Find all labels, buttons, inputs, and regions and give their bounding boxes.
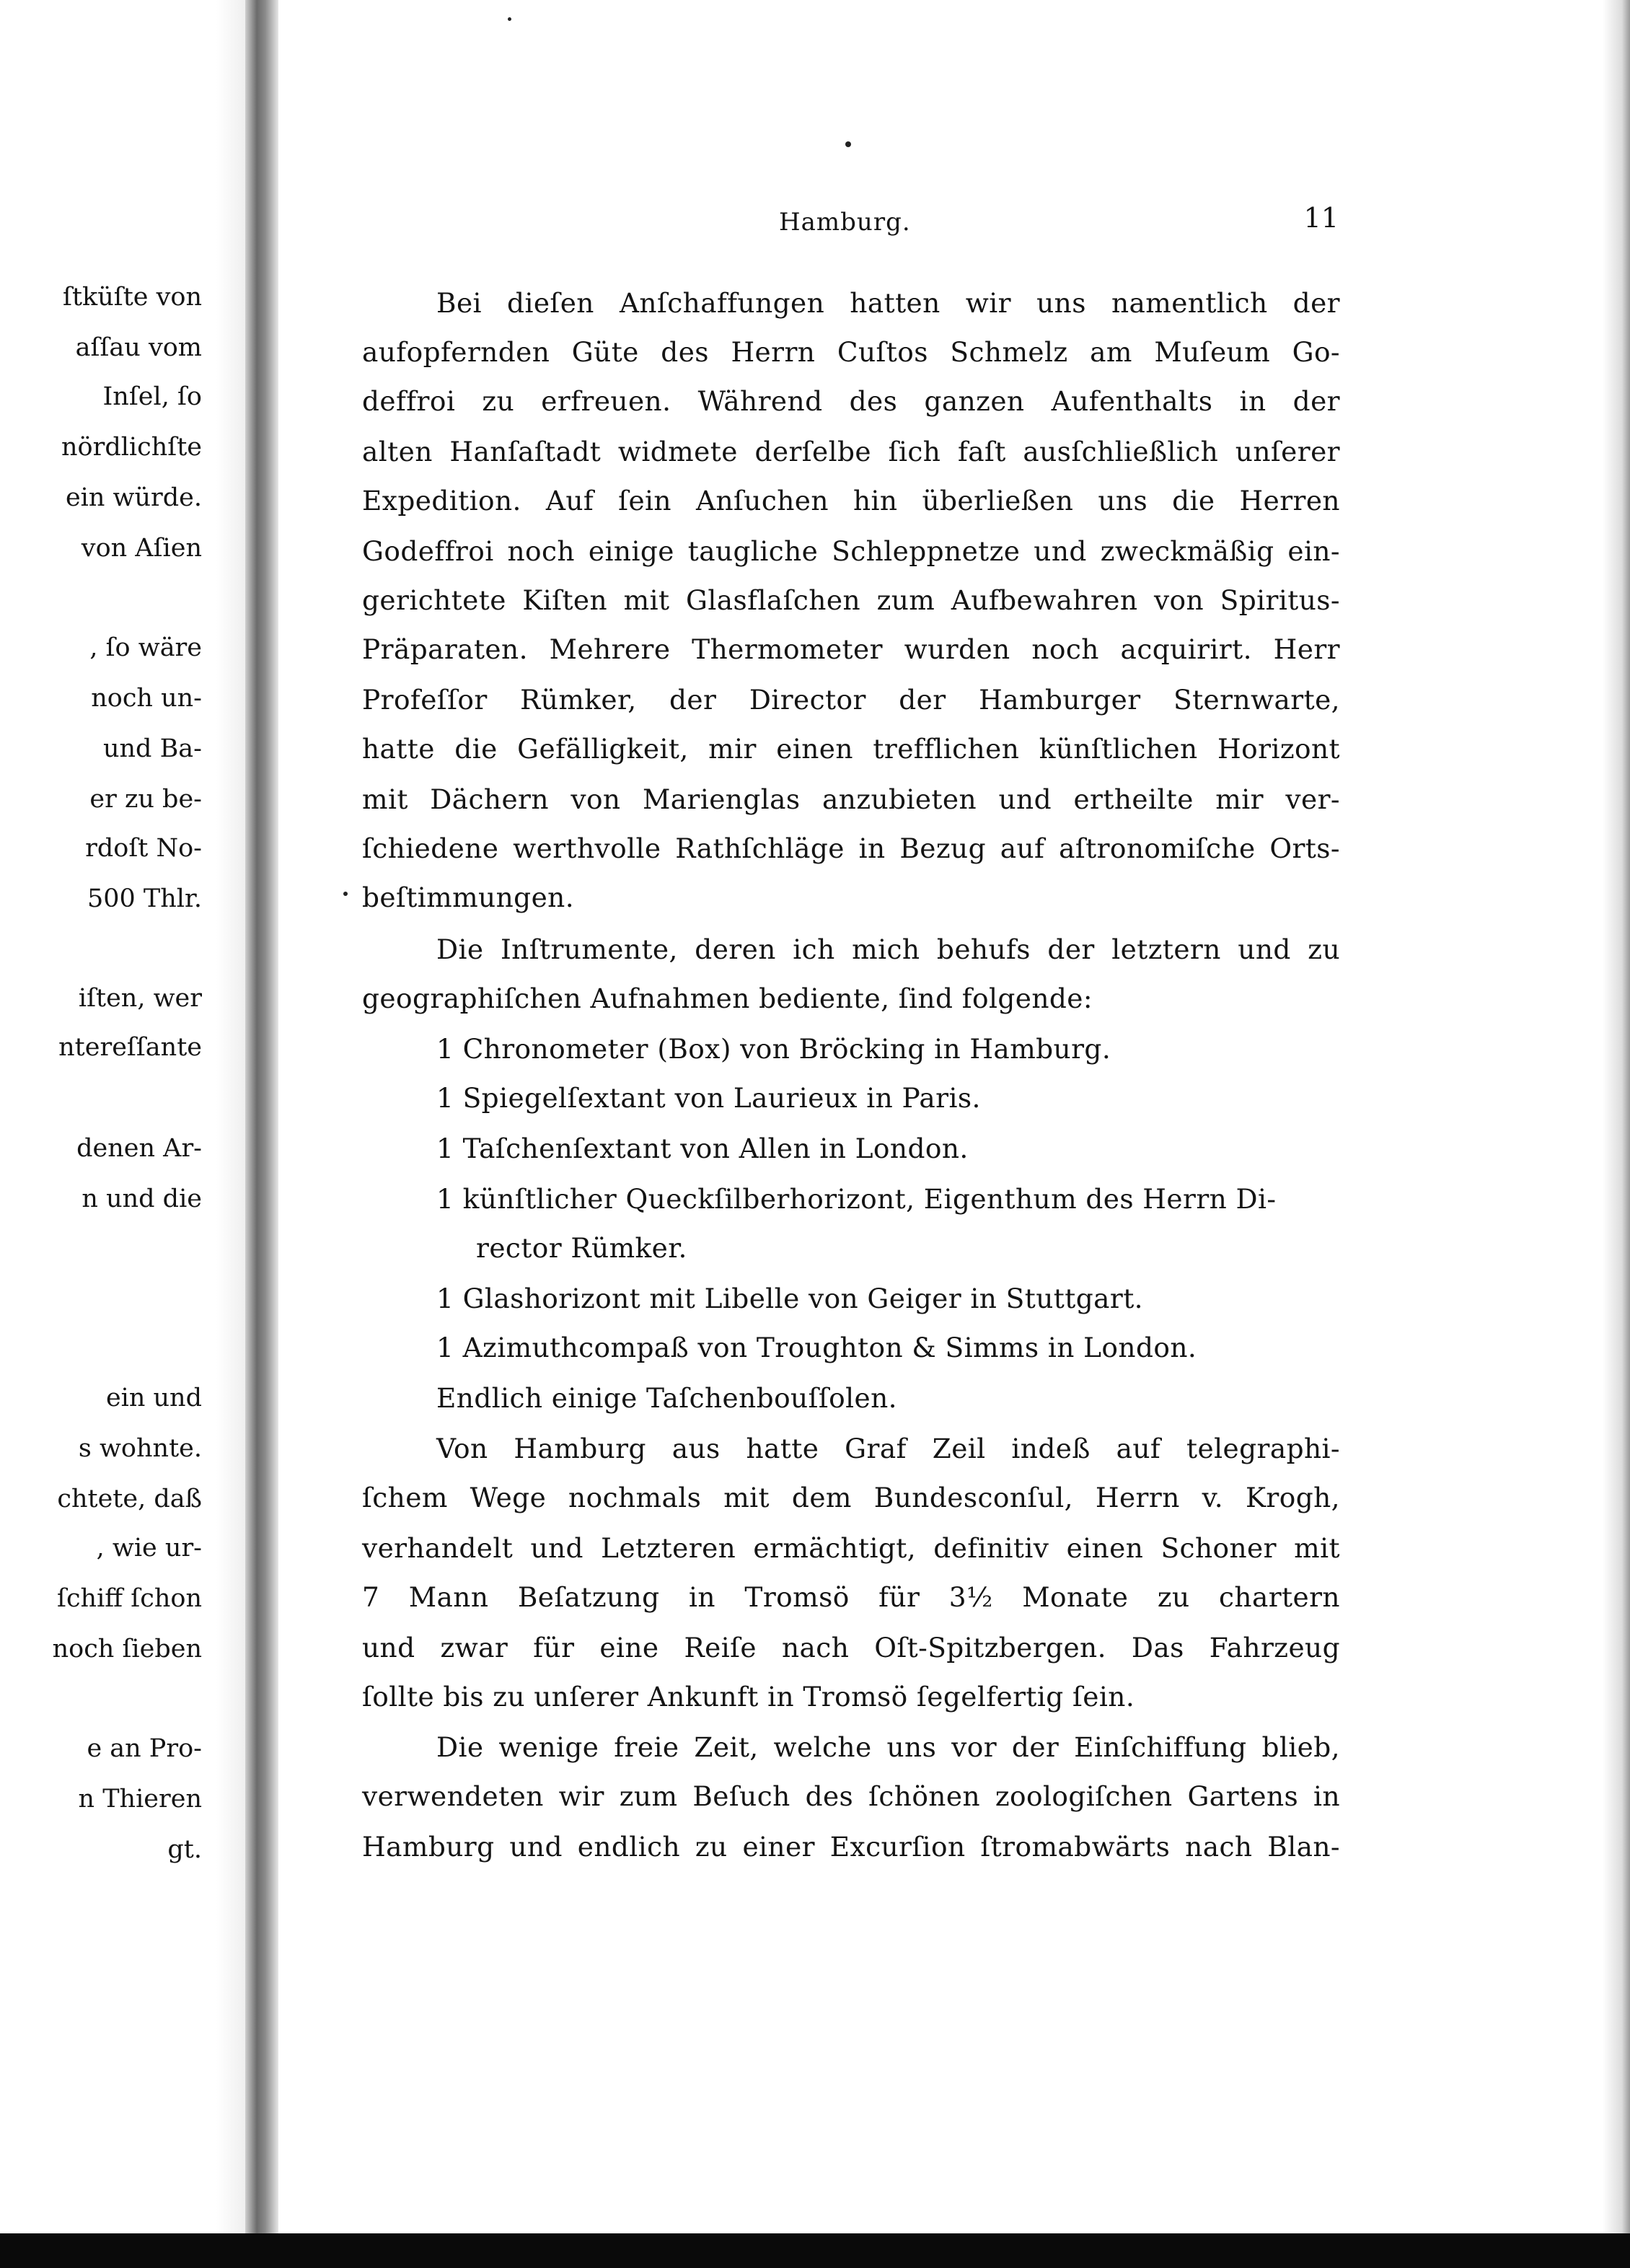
left-line: und Ba- <box>102 734 202 763</box>
left-line: Inſel, ſo <box>102 382 202 411</box>
page-number: 11 <box>1303 202 1339 234</box>
left-line: denen Ar- <box>76 1134 202 1163</box>
text-line: und zwar für eine Reiſe nach Oſt-Spitzbergen. Das Fahrzeug <box>362 1632 1340 1663</box>
text-line: Expedition. Auf ſein Anſuchen hin überließen uns die Herren <box>362 485 1340 517</box>
left-line: noch ſieben <box>52 1635 202 1663</box>
scan-speck <box>508 17 511 21</box>
left-page-fragment <box>0 0 216 2233</box>
text-line: gerichtete Kiſten mit Glasflaſchen zum Aufbewahren von Spiritus- <box>362 584 1340 616</box>
text-line: hatte die Gefälligkeit, mir einen trefflichen künſtlichen Horizont <box>362 733 1340 765</box>
page-gutter-light <box>216 0 245 2233</box>
instrument-list-item-cont: rector Rümker. <box>476 1232 687 1264</box>
text-line: Die Inſtrumente, deren ich mich behufs der letztern und zu <box>436 933 1340 965</box>
left-line: gt. <box>167 1835 202 1864</box>
text-line: 7 Mann Beſatzung in Tromsö für 3½ Monate zu chartern <box>362 1581 1340 1613</box>
binding-shadow <box>245 0 278 2233</box>
text-line: Bei dieſen Anſchaffungen hatten wir uns namentlich der <box>436 287 1340 319</box>
left-line: chtete, daß <box>57 1485 202 1513</box>
text-line: geographiſchen Aufnahmen bediente, ſind folgende: <box>362 983 1093 1014</box>
left-line: n und die <box>82 1184 202 1213</box>
text-line: Godeffroi noch einige taugliche Schleppnetze und zweckmäßig ein- <box>362 535 1340 567</box>
left-line: n Thieren <box>78 1785 202 1814</box>
text-line: Die wenige freie Zeit, welche uns vor der Einſchiffung blieb, <box>436 1731 1340 1763</box>
text-line: Profeſſor Rümker, der Director der Hamburger Sternwarte, <box>362 684 1340 716</box>
text-line: deffroi zu erfreuen. Während des ganzen Aufenthalts in der <box>362 385 1340 417</box>
instrument-list-item: 1 Glashorizont mit Libelle von Geiger in Stuttgart. <box>436 1283 1144 1314</box>
instrument-list-item: 1 Spiegelſextant von Laurieux in Paris. <box>436 1082 981 1114</box>
instrument-list-item: 1 Chronometer (Box) von Bröcking in Hamburg. <box>436 1033 1111 1065</box>
scan-speck <box>845 141 851 147</box>
text-line: Hamburg und endlich zu einer Excurſion ſtromabwärts nach Blan- <box>362 1831 1340 1863</box>
text-line: Präparaten. Mehrere Thermometer wurden noch acquirirt. Herr <box>362 633 1340 665</box>
running-title: Hamburg. <box>779 208 911 237</box>
left-line: er zu be- <box>89 785 202 814</box>
instrument-list-item: 1 künſtlicher Queckſilberhorizont, Eigenthum des Herrn Di- <box>436 1183 1277 1215</box>
left-line: 500 Thlr. <box>87 884 202 913</box>
text-line: ſchem Wege nochmals mit dem Bundesconſul, Herrn v. Krogh, <box>362 1482 1340 1513</box>
left-line: nördlichſte <box>61 433 202 462</box>
left-line: s wohnte. <box>78 1434 202 1463</box>
text-line: ſollte bis zu unſerer Ankunft in Tromsö ſegelfertig ſein. <box>362 1681 1135 1713</box>
text-line: verwendeten wir zum Beſuch des ſchönen zoologiſchen Gartens in <box>362 1780 1340 1812</box>
left-line: aſſau vom <box>75 333 202 362</box>
text-line: alten Hanſaſtadt widmete derſelbe ſich faſt ausſchließlich unſerer <box>362 436 1340 467</box>
text-line: aufopfernden Güte des Herrn Cuſtos Schmelz am Muſeum Go- <box>362 336 1340 368</box>
scan-border <box>0 2233 1630 2268</box>
left-line: e an Pro- <box>87 1734 202 1763</box>
left-line: von Aſien <box>81 534 202 563</box>
text-line: mit Dächern von Marienglas anzubieten und ertheilte mir ver- <box>362 783 1340 815</box>
left-line: ein und <box>105 1384 202 1412</box>
text-line: verhandelt und Letzteren ermächtigt, definitiv einen Schoner mit <box>362 1532 1340 1564</box>
running-head <box>361 202 1339 245</box>
left-line: noch un- <box>91 684 202 713</box>
left-line: , wie ur- <box>96 1534 202 1562</box>
text-line: Von Hamburg aus hatte Graf Zeil indeß auf telegraphi- <box>436 1433 1340 1464</box>
left-line: ſchiff ſchon <box>57 1584 202 1613</box>
page-edge-shadow <box>1603 0 1630 2233</box>
left-line: ein würde. <box>65 483 202 512</box>
left-line: ſtküſte von <box>62 283 202 312</box>
instrument-list-item: Endlich einige Taſchenbouſſolen. <box>436 1382 898 1414</box>
instrument-list-item: 1 Taſchenſextant von Allen in London. <box>436 1133 969 1164</box>
left-line: iſten, wer <box>78 984 202 1013</box>
left-line: , ſo wäre <box>89 633 202 662</box>
text-line: ſchiedene werthvolle Rathſchläge in Bezug auf aſtronomiſche Orts- <box>362 832 1340 864</box>
text-line: beſtimmungen. <box>362 882 575 913</box>
left-line: ntereſſante <box>58 1033 202 1062</box>
scan-speck <box>343 892 348 896</box>
instrument-list-item: 1 Azimuthcompaß von Troughton & Simms in London. <box>436 1332 1197 1363</box>
left-line: rdoſt No- <box>85 834 202 863</box>
